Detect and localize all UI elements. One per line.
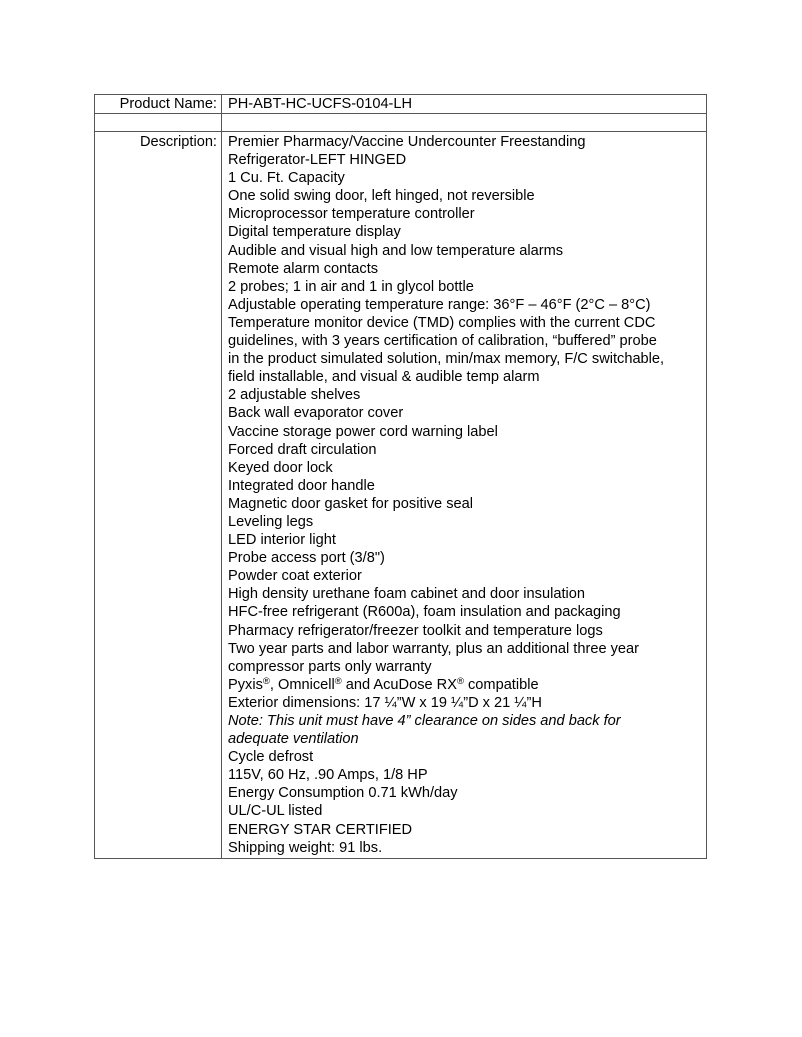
description-line: Exterior dimensions: 17 ¼”W x 19 ¼”D x 21 ¼”H [228,694,542,711]
description-line: Integrated door handle [228,477,375,494]
description-line: Refrigerator-LEFT HINGED [228,152,407,169]
description-line: Shipping weight: 91 lbs. [228,839,383,856]
compat-tail: compatible [463,676,539,693]
description-line: One solid swing door, left hinged, not reversible [228,188,535,205]
description-line: Magnetic door gasket for positive seal [228,495,473,512]
description-line: ENERGY STAR CERTIFIED [228,821,413,838]
description-line: Leveling legs [228,513,314,530]
product-name-value: PH-ABT-HC-UCFS-0104-LH [222,95,707,114]
description-line: Back wall evaporator cover [228,405,404,422]
description-line: Microprocessor temperature controller [228,206,475,223]
description-line: Vaccine storage power cord warning label [228,423,498,440]
compat-brand-acudose: and AcuDose RX [341,676,457,693]
spacer-cell-value [222,114,707,132]
registered-mark: ® [262,675,270,687]
description-lines-after [228,694,702,712]
compat-brand-pyxis: Pyxis [228,676,263,693]
description-line: Pharmacy refrigerator/freezer toolkit and temperature logs [228,622,603,639]
description-line: Two year parts and labor warranty, plus an additional three year [228,640,640,657]
product-spec-table [94,94,707,859]
product-name-label: Product Name: [95,95,222,114]
description-line: Note: This unit must have 4” clearance on sides and back for [228,713,621,729]
description-line: Audible and visual high and low temperature alarms [228,242,564,259]
description-row [95,132,707,859]
description-line: Powder coat exterior [228,568,362,585]
description-line: Keyed door lock [228,459,333,476]
description-line: field installable, and visual & audible temp alarm [228,369,540,386]
description-line: 2 adjustable shelves [228,387,361,404]
description-line: 2 probes; 1 in air and 1 in glycol bottle [228,278,474,295]
description-line: LED interior light [228,532,336,549]
registered-mark: ® [334,675,342,687]
registered-mark: ® [456,675,464,687]
description-line: guidelines, with 3 years certification of calibration, “buffered” probe [228,333,657,350]
ventilation-note [228,712,702,748]
description-lines-end [228,748,702,857]
description-line: UL/C-UL listed [228,803,323,820]
product-name-row [95,95,707,114]
description-lines [228,133,702,676]
description-line: Remote alarm contacts [228,260,379,277]
description-line: Digital temperature display [228,224,401,241]
description-label: Description: [95,132,222,859]
description-line: compressor parts only warranty [228,658,432,675]
description-line: Forced draft circulation [228,441,377,458]
description-line: HFC-free refrigerant (R600a), foam insulation and packaging [228,604,621,621]
description-line: 115V, 60 Hz, .90 Amps, 1/8 HP [228,767,428,784]
description-line: Probe access port (3/8") [228,550,385,567]
description-line: Cycle defrost [228,749,314,766]
description-line: adequate ventilation [228,731,359,748]
description-line: in the product simulated solution, min/max memory, F/C switchable, [228,351,665,368]
compatibility-line [228,676,702,694]
description-body [222,132,707,859]
compat-brand-omnicell: , Omnicell [269,676,335,693]
description-line: High density urethane foam cabinet and door insulation [228,586,585,603]
description-line: 1 Cu. Ft. Capacity [228,170,345,187]
description-line: Premier Pharmacy/Vaccine Undercounter Freestanding [228,134,586,150]
spacer-row [95,114,707,132]
description-line: Energy Consumption 0.71 kWh/day [228,785,458,802]
description-line: Adjustable operating temperature range: 36°F – 46°F (2°C – 8°C) [228,296,651,313]
description-line: Temperature monitor device (TMD) complies with the current CDC [228,314,656,331]
spacer-cell-label [95,114,222,132]
